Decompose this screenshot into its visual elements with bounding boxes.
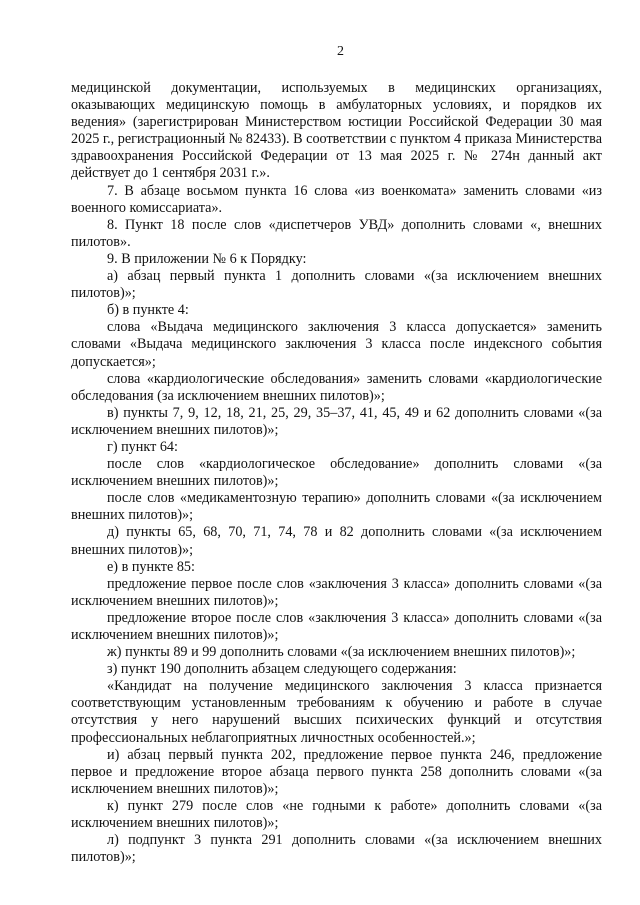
paragraph: 7. В абзаце восьмом пункта 16 слова «из военкомата» заменить словами «из военного комиссариата». [71,182,602,216]
paragraph: и) абзац первый пункта 202, предложение первое пункта 246, предложение первое и предложение второе абзаца первого пункта 258 дополнить словами «(за исключением внешних пилотов)»; [71,746,602,797]
paragraph: е) в пункте 85: [107,558,195,575]
paragraph: предложение первое после слов «заключения 3 класса» дополнить словами «(за исключением внешних пилотов)»; [71,575,602,609]
paragraph: слова «Выдача медицинского заключения 3 класса допускается» заменить словами «Выдача медицинского заключения 3 класса после индексного события допускается»; [71,319,602,370]
paragraph: предложение второе после слов «заключения 3 класса» дополнить словами «(за исключением внешних пилотов)»; [71,609,602,643]
paragraph: г) пункт 64: [107,438,178,455]
paragraph: ж) пункты 89 и 99 дополнить словами «(за исключением внешних пилотов)»; [107,644,576,661]
paragraph: 8. Пункт 18 после слов «диспетчеров УВД» дополнить словами «, внешних пилотов». [71,216,602,250]
paragraph: в) пункты 7, 9, 12, 18, 21, 25, 29, 35–37, 41, 45, 49 и 62 дополнить словами «(за исключением внешних пилотов)»; [71,404,602,438]
paragraph: б) в пункте 4: [107,302,189,319]
paragraph: «Кандидат на получение медицинского заключения 3 класса признается соответствующим установленным требованиям к обучению и работе в случае отсутствия у него нарушений высших психических функций и отсутствия профессиональных неблагоприятных личностных особенностей.»; [71,678,602,746]
paragraph: к) пункт 279 после слов «не годными к работе» дополнить словами «(за исключением внешних пилотов)»; [71,797,602,832]
paragraph: после слов «медикаментозную терапию» дополнить словами «(за исключением внешних пилотов)»; [71,490,602,524]
paragraph: з) пункт 190 дополнить абзацем следующего содержания: [107,661,457,678]
paragraph: медицинской документации, используемых в медицинских организациях, оказывающих медицинскую помощь в амбулаторных условиях, и порядков их ведения» (зарегистрирован Министерством юстиции Российской Федерации 30 мая 2025 г., регистрационный № 82433). В соответствии с пунктом 4 приказа Министерства здравоохранения Российской Федерации от 13 мая 2025 г. № 274н данный акт действует до 1 сентября 2031 г.». [71,80,602,182]
paragraph: после слов «кардиологическое обследование» дополнить словами «(за исключением внешних пилотов)»; [71,456,602,490]
paragraph: а) абзац первый пункта 1 дополнить словами «(за исключением внешних пилотов)»; [71,268,602,302]
paragraph: л) подпункт 3 пункта 291 дополнить словами «(за исключением внешних пилотов)»; [71,832,602,866]
paragraph: слова «кардиологические обследования» заменить словами «кардиологические обследования (за исключением внешних пилотов)»; [71,370,602,404]
document-body [71,80,602,866]
paragraph: д) пункты 65, 68, 70, 71, 74, 78 и 82 дополнить словами «(за исключением внешних пилотов)»; [71,524,602,558]
page-number: 2 [337,44,344,59]
paragraph: 9. В приложении № 6 к Порядку: [107,250,307,267]
